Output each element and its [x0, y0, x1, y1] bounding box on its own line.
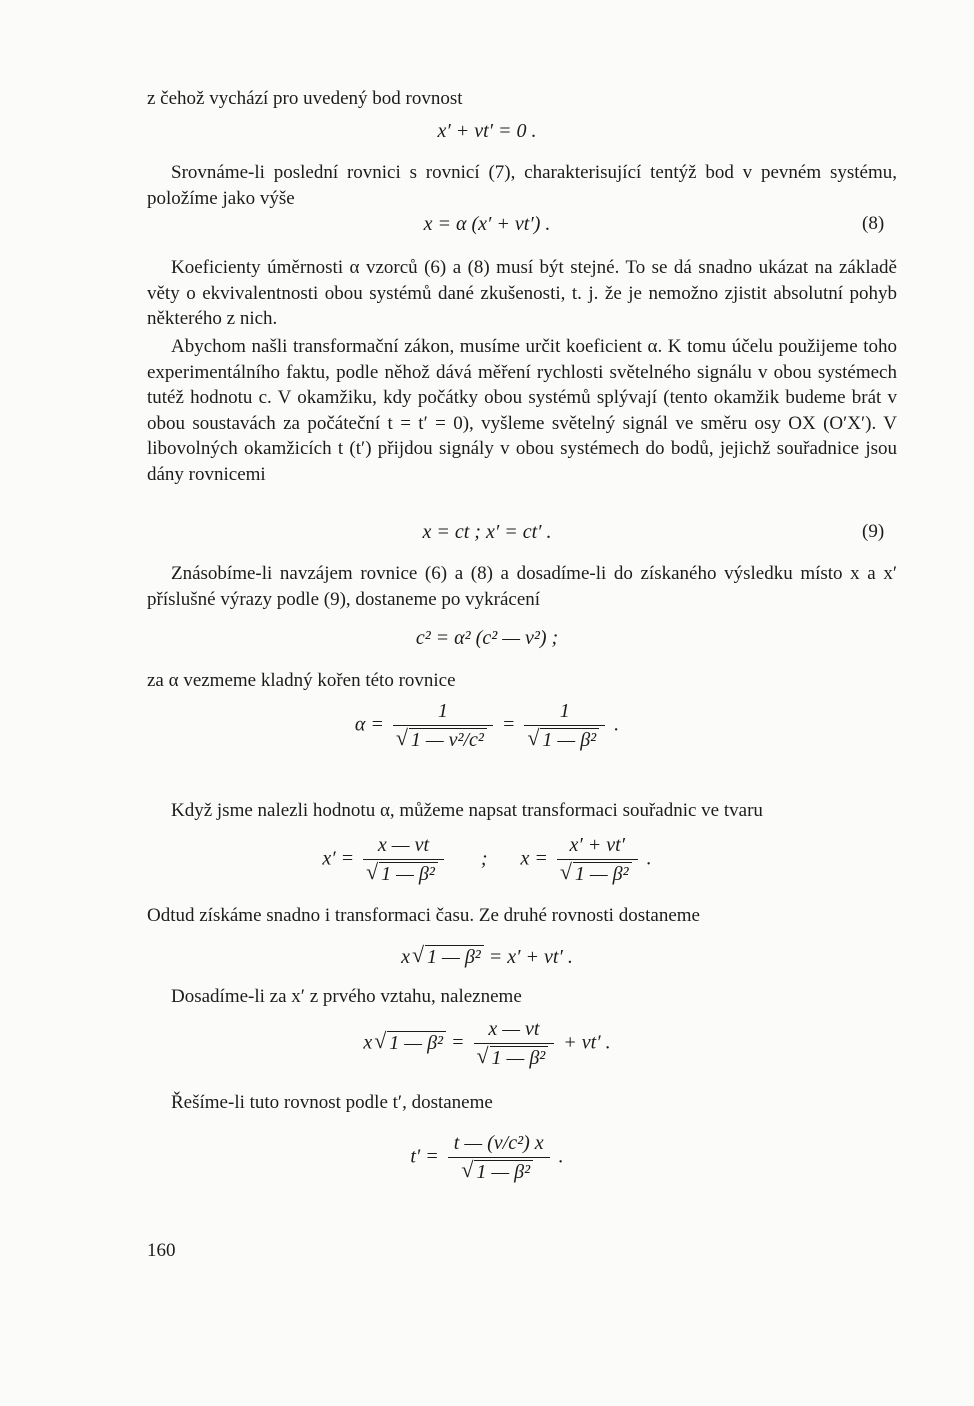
paragraph-2: Srovnáme-li poslední rovnici s rovnicí (7), charakterisující tentýž bod v pevném systému, položíme jako výše [147, 162, 897, 209]
equation-substitution [0, 1018, 974, 1070]
transform-fraction-2 [557, 834, 638, 886]
time-lhs: t′ = [410, 1145, 439, 1168]
alpha-fraction-1-numerator: 1 [437, 700, 448, 722]
transform-fraction-2-denominator: √ 1 — β² [573, 862, 632, 886]
alpha-fraction-1 [393, 700, 493, 752]
paragraph-3: Koeficienty úměrnosti α vzorců (6) a (8) musí být stejné. To se dá snadno ukázat na základě věty o ekvivalentnosti obou systémů dané zkušenosti, t. j. že je nemožno zjistit absolutní pohyb některého z nich. [147, 257, 897, 329]
equation-transform [0, 834, 974, 886]
substitution-pre: x [363, 1031, 373, 1054]
paragraph-8: Odtud získáme snadno i transformaci času. Ze druhé rovnosti dostaneme [147, 905, 700, 926]
paragraph-6: za α vezmeme kladný kořen této rovnice [147, 670, 456, 691]
time-fraction-denominator: √ 1 — β² [474, 1160, 533, 1184]
substitution-fraction-numerator: x — vt [488, 1018, 540, 1040]
substitution-equals: = [451, 1031, 465, 1054]
transform-end: . [646, 847, 652, 870]
equation-root-identity [0, 945, 974, 969]
substitution-post: + vt′ . [563, 1031, 611, 1054]
paragraph-7: Když jsme nalezli hodnotu α, můžeme napsat transformaci souřadnic ve tvaru [171, 800, 763, 821]
alpha-end: . [614, 713, 620, 736]
equation-8-number: (8) [862, 213, 885, 234]
paragraph-1: z čehož vychází pro uvedený bod rovnost [147, 88, 463, 109]
equation-8-body: x = α (x′ + vt′) . [423, 213, 551, 235]
transform-fraction-1 [363, 834, 444, 886]
alpha-fraction-2-denominator: √ 1 — β² [540, 728, 599, 752]
time-end: . [558, 1145, 564, 1168]
paragraph-9: Dosadíme-li za x′ z prvého vztahu, nalezneme [171, 986, 522, 1007]
time-fraction-numerator: t — (v/c²) x [453, 1132, 544, 1154]
equation-9-number: (9) [862, 521, 885, 542]
transform-lhs-2: x = [520, 847, 548, 870]
root-identity-pre: x [401, 946, 411, 968]
root-identity-radical: √ 1 — β² [425, 945, 484, 969]
substitution-radical: √ 1 — β² [387, 1031, 446, 1055]
paragraph-10: Řešíme-li tuto rovnost podle t′, dostaneme [171, 1092, 493, 1113]
time-fraction [448, 1132, 550, 1184]
equation-alpha [0, 700, 974, 752]
root-identity-post: = x′ + vt′ . [488, 946, 573, 968]
substitution-fraction [474, 1018, 555, 1070]
equation-9: x = ct ; x′ = ct′ . [422, 521, 552, 543]
equation-c-squared: c² = α² (c² — v²) ; [415, 627, 559, 649]
equation-1: x′ + vt′ = 0 . [437, 120, 537, 142]
alpha-equals: = [501, 713, 516, 736]
equation-time [0, 1132, 974, 1184]
paragraph-5: Znásobíme-li navzájem rovnice (6) a (8) a dosadíme-li do získaného výsledku místo x a x′ příslušné výrazy podle (9), dostaneme po vykrácení [147, 563, 897, 610]
transform-lhs-1: x′ = [322, 847, 355, 870]
transform-separator: ; [480, 847, 488, 870]
alpha-fraction-2 [524, 700, 605, 752]
page-number: 160 [147, 1240, 176, 1261]
transform-fraction-1-denominator: √ 1 — β² [379, 862, 438, 886]
transform-fraction-1-numerator: x — vt [377, 834, 430, 856]
substitution-fraction-denominator: √ 1 — β² [490, 1046, 549, 1070]
transform-fraction-2-numerator: x′ + vt′ [569, 834, 626, 856]
alpha-fraction-1-denominator: √ 1 — v²/c² [409, 728, 487, 752]
equation-8 [0, 213, 974, 236]
paragraph-4: Abychom našli transformační zákon, musíme určit koeficient α. K tomu účelu použijeme toho experimentálního faktu, podle něhož dává měření rychlosti světelného signálu v obou systémech tutéž hodnotu c. V okamžiku, kdy počátky obou systémů splývají (tento okamžik budeme brát v obou soustavách za počáteční t = t′ = 0), vyšleme světelný signál ve směru osy OX (O′X′). V libovolných okamžicích t (t′) přijdou signály v obou systémech do bodů, jejichž souřadnice jsou dány rovnicemi [147, 336, 897, 485]
alpha-fraction-2-numerator: 1 [559, 700, 570, 722]
alpha-lhs: α = [354, 713, 384, 736]
